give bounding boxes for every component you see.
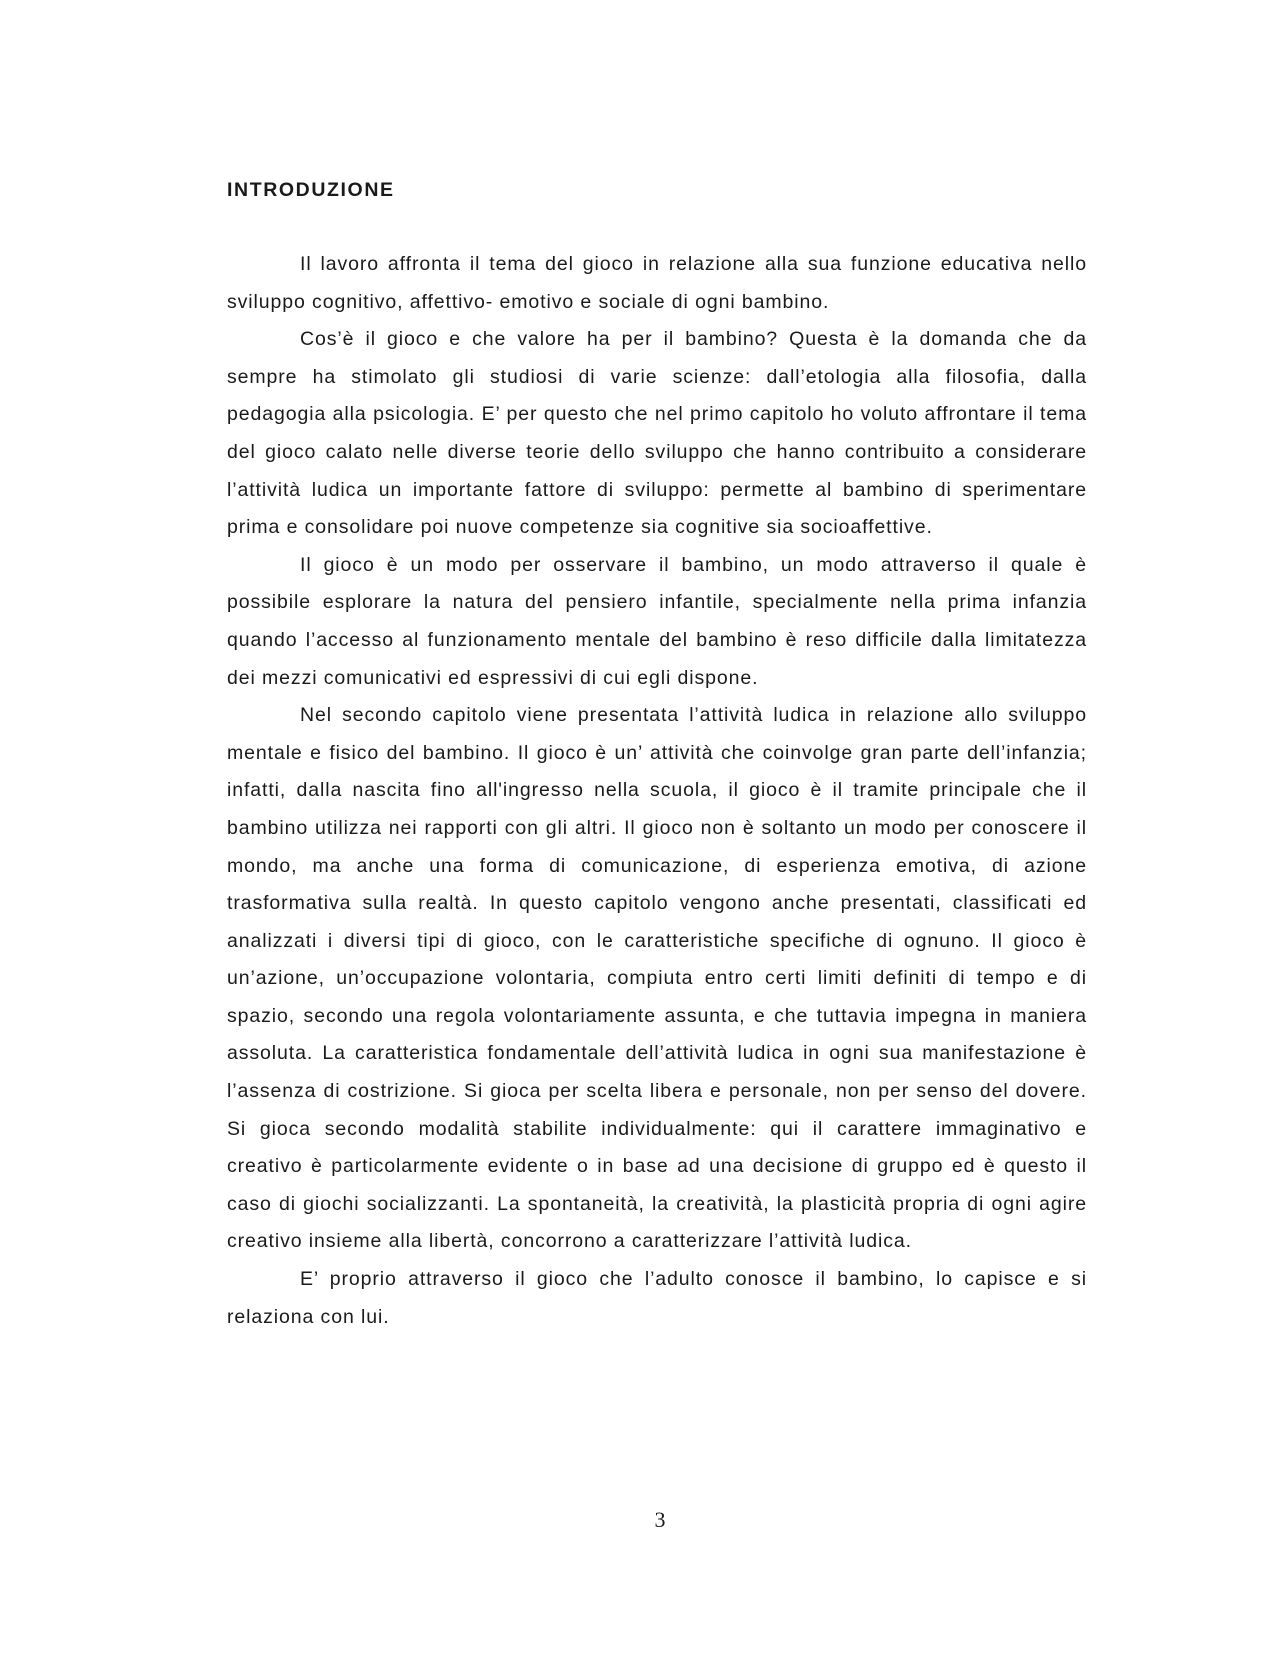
paragraph-5: E’ proprio attraverso il gioco che l’adulto conosce il bambino, lo capisce e si relaziona con lui. [227, 1268, 1087, 1328]
page-number: 3 [654, 1507, 666, 1532]
paragraph-1: Il lavoro affronta il tema del gioco in relazione alla sua funzione educativa nello sviluppo cognitivo, affettivo- emotivo e sociale di ogni bambino. [227, 253, 1087, 313]
paragraph-3: Il gioco è un modo per osservare il bambino, un modo attraverso il quale è possibile esplorare la natura del pensiero infantile, specialmente nella prima infanzia quando l’accesso al funzionamento mentale del bambino è reso difficile dalla limitatezza dei mezzi comunicativi ed espressivi di cui egli dispone. [227, 553, 1087, 689]
body-text [227, 246, 1087, 1336]
paragraph-4: Nel secondo capitolo viene presentata l’attività ludica in relazione allo sviluppo mentale e fisico del bambino. Il gioco è un’ attività che coinvolge gran parte dell’infanzia; infatti, dalla nascita fino all'ingresso nella scuola, il gioco è il tramite principale che il bambino utilizza nei rapporti con gli altri. Il gioco non è soltanto un modo per conoscere il mondo, ma anche una forma di comunicazione, di esperienza emotiva, di azione trasformativa sulla realtà. In questo capitolo vengono anche presentati, classificati ed analizzati i diversi tipi di gioco, con le caratteristiche specifiche di ognuno. Il gioco è un’azione, un’occupazione volontaria, compiuta entro certi limiti definiti di tempo e di spazio, secondo una regola volontariamente assunta, e che tuttavia impegna in maniera assoluta. La caratteristica fondamentale dell’attività ludica in ogni sua manifestazione è l’assenza di costrizione. Si gioca per scelta libera e personale, non per senso del dovere. Si gioca secondo modalità stabilite individualmente: qui il carattere immaginativo e creativo è particolarmente evidente o in base ad una decisione di gruppo ed è questo il caso di giochi socializzanti. La spontaneità, la creatività, la plasticità propria di ogni agire creativo insieme alla libertà, concorrono a caratterizzare l’attività ludica. [227, 704, 1087, 1253]
paragraph-2: Cos’è il gioco e che valore ha per il bambino? Questa è la domanda che da sempre ha stimolato gli studiosi di varie scienze: dall’etologia alla filosofia, dalla pedagogia alla psicologia. E’ per questo che nel primo capitolo ho voluto affrontare il tema del gioco calato nelle diverse teorie dello sviluppo che hanno contribuito a considerare l’attività ludica un importante fattore di sviluppo: permette al bambino di sperimentare prima e consolidare poi nuove competenze sia cognitive sia socioaffettive. [227, 328, 1087, 539]
section-heading: INTRODUZIONE [227, 179, 395, 201]
